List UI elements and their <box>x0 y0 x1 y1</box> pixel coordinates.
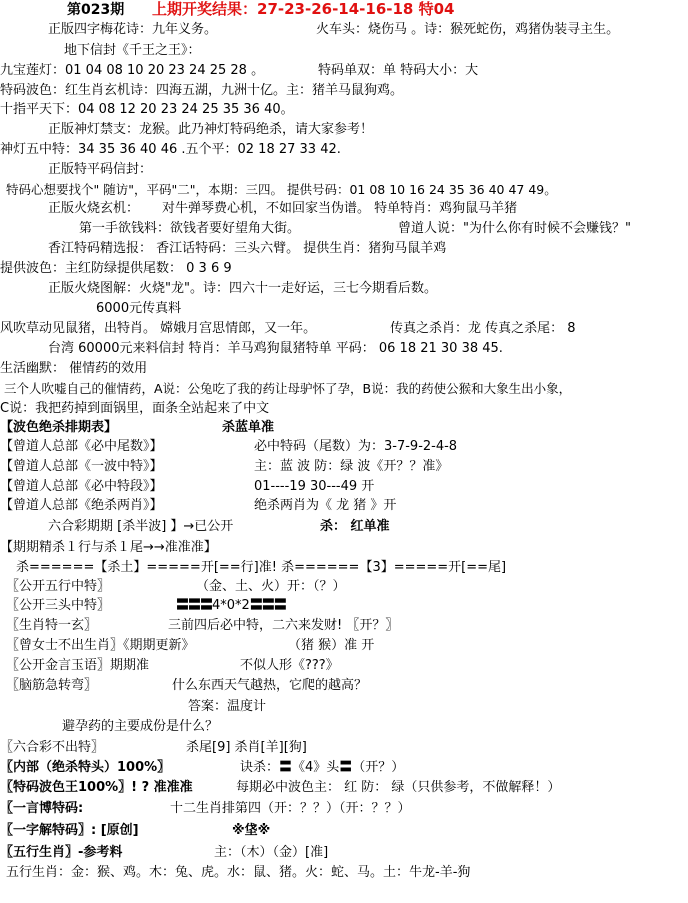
line-24a: 【曾道人总部《必中特段》】 <box>0 479 163 494</box>
line-30a: 〖公开三头中特〗 <box>6 598 111 613</box>
line-08: 正版特平码信封： <box>48 162 153 177</box>
line-32b: （猪 猴）准 开 <box>288 638 375 653</box>
line-25a: 【曾道人总部《绝杀两肖》】 <box>0 498 163 513</box>
line-13: 提供波色：主红防绿提供尾数： 0 3 6 9 <box>0 261 232 276</box>
line-04: 特码波色：红生肖玄机诗：四海五湖，九洲十亿。主：猪羊马鼠狗鸡。 <box>0 83 404 98</box>
line-20: C说：我把药掉到面锅里，面条全站起来了中文 <box>0 401 270 416</box>
line-15: 6000元传真料 <box>96 301 182 316</box>
line-30b <box>176 597 286 614</box>
line-39b: 每期必中波色主： 红 防： 绿（只供参考，不做解释！） <box>236 780 561 795</box>
line-38a: 〖内部（绝杀特头）100%〗 <box>0 760 171 775</box>
line-36: 避孕药的主要成份是什么？ <box>62 719 219 734</box>
line-16b: 传真之杀肖：龙 传真之杀尾： 8 <box>390 321 576 336</box>
head-numbers: 4*0*2 <box>212 598 250 613</box>
line-38b: 诀杀：〓《4》头〓（开？） <box>240 760 405 775</box>
line-03a: 九宝莲灯：01 04 08 10 20 23 24 25 28 。 <box>0 63 265 78</box>
line-40a: 〖一言博特码: <box>0 801 84 816</box>
line-31b: 三前四后必中特，二六来发财! 〖开？〗 <box>168 618 399 633</box>
line-42a: 〖五行生肖〗-参考料 <box>0 845 123 860</box>
line-21a: 【波色绝杀排期表】 <box>0 420 118 435</box>
line-07: 神灯五中特：34 35 36 40 46 .五个平：02 18 27 33 42. <box>0 142 341 157</box>
line-01a: 正版四字梅花诗：九年义务。 <box>48 22 218 37</box>
line-01b: 火车头：烧伤马 。诗：猴死蛇伤，鸡猪伪装寻主生。 <box>316 22 620 37</box>
line-23a: 【曾道人总部《一波中特》】 <box>0 459 163 474</box>
line-12: 香江特码精选报： 香江话特码：三头六臂。 提供生肖：猪狗马鼠羊鸡 <box>48 241 447 256</box>
line-41a: 〖一字解特码〗: [原创] <box>0 823 139 838</box>
line-22a: 【曾道人总部《必中尾数》】 <box>0 439 163 454</box>
line-16a: 风吹草动见鼠猪，出特肖。 嫦娥月宫思情郎，又一年。 <box>0 321 317 336</box>
line-37b: 杀尾[9] 杀肖[羊][狗] <box>186 740 307 755</box>
line-02: 地下信封《千王之王》： <box>64 43 201 58</box>
line-06: 正版神灯禁支：龙猴。此乃神灯特码绝杀，请大家参考！ <box>48 122 374 137</box>
last-result: 上期开奖结果：27-23-26-14-16-18 特04 <box>152 0 455 18</box>
line-03b: 特码单双：单 特码大小：大 <box>318 63 479 78</box>
line-33a: 〖公开金言玉语〗期期准 <box>6 658 150 673</box>
line-09: 特码心想要找个" 随访"，平码"二"，本期：三四。 提供号码：01 08 10 16 24 35 36 40 47 49。 <box>6 182 557 197</box>
line-26a: 六合彩期期 [杀半波] 】→已公开 <box>48 519 234 534</box>
line-21b: 杀蓝单准 <box>222 420 275 435</box>
line-32a: 〖曾女士不出生肖〗《期期更新》 <box>6 638 195 653</box>
line-27: 【期期精杀１行与杀１尾→→准准准】 <box>0 540 217 555</box>
line-34a: 〖脑筋急转弯〗 <box>6 678 98 693</box>
bars-right: 〓〓〓 <box>249 598 286 613</box>
line-14: 正版火烧图解：火烧"龙"。诗：四六十一走好运，三七今期看后数。 <box>48 281 437 296</box>
line-43: 五行生肖：金：猴、鸡。木：兔、虎。水：鼠、猪。火：蛇、马。土：牛龙-羊-狗 <box>6 865 471 880</box>
line-41b: ※垡※ <box>232 823 271 838</box>
line-19: 三个人吹嘘自己的催情药，A说：公兔吃了我的药让母驴怀了孕，B说：我的药使公猴和大象生出小象， <box>4 381 572 396</box>
line-40b: 十二生肖排第四（开：？？）（开：？？） <box>170 801 411 816</box>
line-11b: 曾道人说："为什么你有时候不会赚钱？" <box>398 221 631 236</box>
line-34b: 什么东西天气越热，它爬的越高？ <box>172 678 368 693</box>
line-22b: 必中特码（尾数）为：3-7-9-2-4-8 <box>254 439 458 454</box>
line-37a: 〖六合彩不出特〗 <box>0 740 105 755</box>
line-05: 十指平天下：04 08 12 20 23 24 25 35 36 40。 <box>0 102 294 117</box>
line-10b: 对牛弹琴费心机，不如回家当伪谱。 特单特肖：鸡狗鼠马羊猪 <box>162 201 518 216</box>
line-24b: 01----19 30---49 开 <box>254 479 375 494</box>
line-29a: 〖公开五行中特〗 <box>6 579 111 594</box>
line-28: 杀======【杀土】=====开[==行]准! 杀======【3】=====开[==尾] <box>16 560 507 575</box>
line-39a: 〖特码波色王100%〗! ? 准准准 <box>0 780 193 795</box>
line-26b: 杀： 红单准 <box>320 519 390 534</box>
bars-left: 〓〓〓 <box>176 598 213 613</box>
line-17: 台湾 60000元来料信封 特肖：羊马鸡狗鼠猪特单 平码： 06 18 21 30 38 45. <box>48 341 503 356</box>
line-31a: 〖生肖特一玄〗 <box>6 618 98 633</box>
issue-number: 第023期 <box>67 2 125 18</box>
line-10a: 正版火烧玄机： <box>48 201 140 216</box>
line-33b: 不似人形《???》 <box>240 658 339 673</box>
line-18: 生活幽默： 催情药的效用 <box>0 361 148 376</box>
line-42b: 主：（木）（金）[准] <box>214 845 329 860</box>
line-11a: 第一手欲钱料：欲钱者要好望角大街。 <box>79 221 301 236</box>
line-35: 答案：温度计 <box>188 699 267 714</box>
line-23b: 主：蓝 波 防：绿 波《开？？准》 <box>254 459 449 474</box>
line-25b: 绝杀两肖为《 龙 猪 》开 <box>254 498 397 513</box>
line-29b: （金、土、火）开：（？） <box>196 579 346 594</box>
